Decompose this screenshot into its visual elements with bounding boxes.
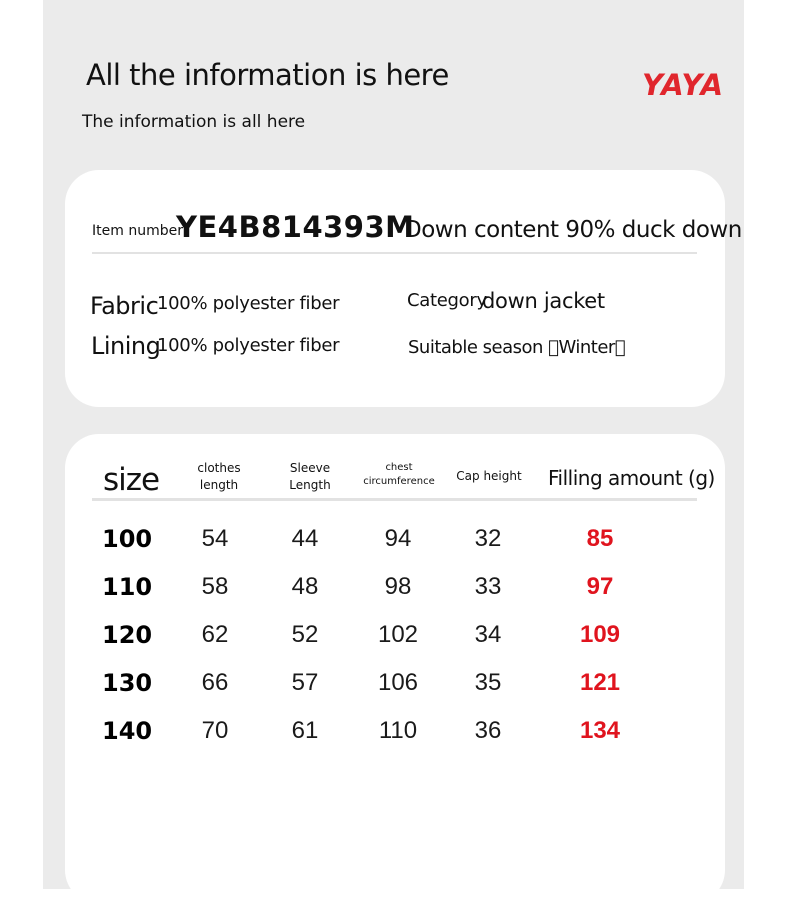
cell-size: 110 xyxy=(102,573,153,601)
header-size: size xyxy=(103,462,160,498)
table-row xyxy=(0,669,790,709)
page-title: All the information is here xyxy=(86,58,449,92)
cell-filling: 109 xyxy=(579,621,621,648)
table-row xyxy=(0,717,790,757)
cell-clothes-length: 58 xyxy=(201,573,229,600)
cell-clothes-length: 54 xyxy=(201,525,229,552)
header-sleeve-line1: Sleeve xyxy=(289,461,331,475)
lining-label: Lining xyxy=(91,332,161,360)
product-info-card xyxy=(65,170,725,407)
header-cap-height: Cap height xyxy=(456,469,522,483)
cell-sleeve-length: 57 xyxy=(291,669,319,696)
cell-filling: 134 xyxy=(579,717,621,744)
cell-cap-height: 34 xyxy=(474,621,502,648)
cell-cap-height: 36 xyxy=(474,717,502,744)
cell-clothes-length: 62 xyxy=(201,621,229,648)
category-label: Category xyxy=(407,290,487,311)
header-clothes-length xyxy=(188,460,250,494)
cell-sleeve-length: 44 xyxy=(291,525,319,552)
header-chest-circumference xyxy=(360,461,438,489)
table-header-divider xyxy=(92,498,697,501)
header-sleeve-line2: Length xyxy=(289,477,331,492)
cell-filling: 85 xyxy=(586,525,614,552)
brand-logo: YAYA xyxy=(642,68,725,102)
cell-sleeve-length: 48 xyxy=(291,573,319,600)
cell-chest: 102 xyxy=(377,621,419,648)
category-value: down jacket xyxy=(482,289,605,313)
cell-chest: 94 xyxy=(384,525,412,552)
cell-sleeve-length: 61 xyxy=(291,717,319,744)
cell-chest: 106 xyxy=(377,669,419,696)
header-clothes-line2: length xyxy=(199,477,239,492)
cell-cap-height: 35 xyxy=(474,669,502,696)
header-sleeve-length xyxy=(279,460,341,494)
fabric-label: Fabric xyxy=(90,292,159,320)
cell-chest: 98 xyxy=(384,573,412,600)
table-row xyxy=(0,525,790,565)
fabric-value: 100% polyester fiber xyxy=(157,293,340,314)
cell-chest: 110 xyxy=(378,717,418,744)
info-divider xyxy=(92,252,697,254)
header-chest-line2: circumference xyxy=(363,476,435,487)
cell-size: 120 xyxy=(102,621,153,649)
table-row xyxy=(0,621,790,661)
cell-size: 140 xyxy=(102,717,153,745)
table-row xyxy=(0,573,790,613)
cell-size: 100 xyxy=(102,525,153,553)
page-subtitle: The information is all here xyxy=(82,112,306,132)
item-number-value: YE4B814393M xyxy=(176,210,415,244)
header-clothes-line1: clothes xyxy=(197,461,241,475)
header-filling-amount: Filling amount (g) xyxy=(548,466,715,490)
cell-cap-height: 32 xyxy=(474,525,502,552)
lining-value: 100% polyester fiber xyxy=(157,335,340,356)
cell-clothes-length: 66 xyxy=(201,669,229,696)
header-chest-line1: chest xyxy=(385,462,413,473)
cell-filling: 97 xyxy=(586,573,614,600)
down-content: Down content 90% duck down xyxy=(404,217,742,243)
cell-clothes-length: 70 xyxy=(201,717,229,744)
cell-sleeve-length: 52 xyxy=(291,621,319,648)
cell-size: 130 xyxy=(102,669,153,697)
cell-cap-height: 33 xyxy=(474,573,502,600)
item-number-label: Item number xyxy=(92,223,183,239)
cell-filling: 121 xyxy=(579,669,621,696)
season-value: Suitable season  Winter  xyxy=(408,337,626,358)
